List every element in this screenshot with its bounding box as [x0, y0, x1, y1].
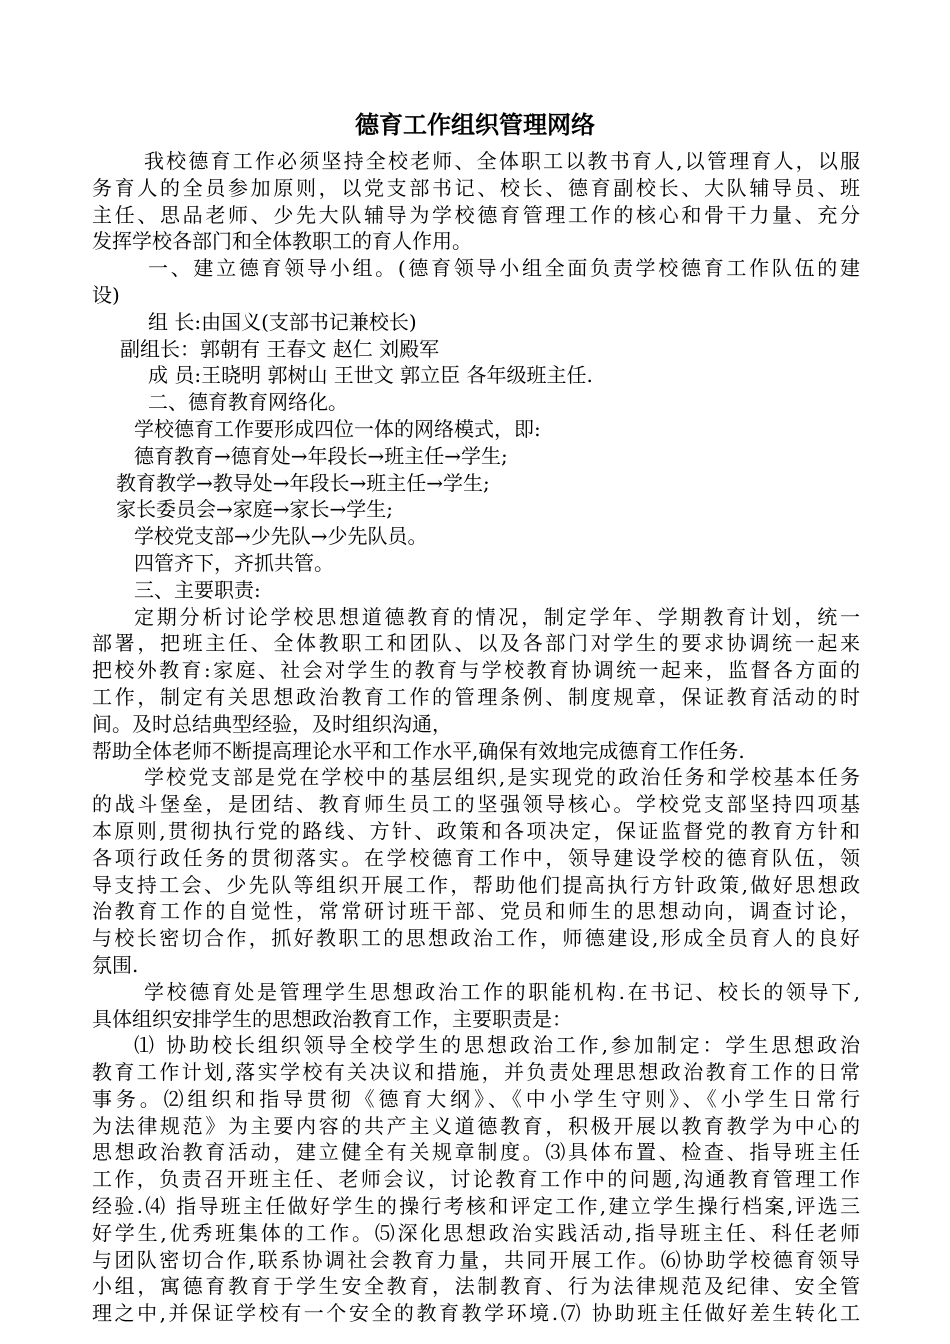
text-line-content: 思想政治教育活动，建立健全有关规章制度。⑶具体布置、检查、指导班主任: [92, 1140, 860, 1165]
text-line: [92, 764, 860, 791]
text-line: [92, 148, 860, 175]
text-line: [92, 282, 860, 309]
text-line: [92, 684, 860, 711]
text-line: [92, 1006, 860, 1033]
text-line: [92, 496, 860, 523]
text-line-content: 好学生,优秀班集体的工作。⑸深化思想政治实践活动,指导班主任、科任老师: [92, 1220, 860, 1245]
text-line-content: 教育工作计划,落实学校有关决议和措施，并负责处理思想政治教育工作的日常: [92, 1060, 860, 1085]
text-line-content: 部署，把班主任、全体教职工和团队、以及各部门对学生的要求协调统一起来: [92, 631, 860, 656]
text-line: [92, 336, 860, 363]
text-line-content: 副组长：郭朝有 王春文 赵仁 刘殿军: [120, 336, 440, 361]
text-line-content: 本原则,贯彻执行党的路线、方针、政策和各项决定，保证监督党的教育方针和: [92, 818, 860, 843]
document-title: 德育工作组织管理网络: [355, 110, 595, 139]
text-line: [92, 952, 860, 979]
text-line: [92, 1086, 860, 1113]
text-line: [92, 1113, 860, 1140]
text-line: [92, 362, 860, 389]
text-line: [92, 389, 860, 416]
text-line-content: 事务。⑵组织和指导贯彻《德育大纲》、《中小学生守则》、《小学生日常行: [92, 1086, 860, 1111]
text-line-content: 组 长:由国义(支部书记兼校长): [148, 309, 417, 334]
text-line: [92, 1166, 860, 1193]
text-line-content: 成 员:王晓明 郭树山 王世文 郭立臣 各年级班主任.: [148, 363, 593, 388]
text-line: [92, 309, 860, 336]
text-line-content: 经验.⑷ 指导班主任做好学生的操行考核和评定工作,建立学生操行档案,评选三: [92, 1194, 860, 1219]
text-line-content: 工作，负责召开班主任、老师会议，讨论教育工作中的问题,沟通教育管理工作: [92, 1167, 860, 1192]
text-line-content: 二、德育教育网络化。: [148, 390, 348, 415]
text-line: [92, 872, 860, 899]
text-line: [92, 711, 860, 738]
text-line: [92, 657, 860, 684]
text-line-content: 教育教学→教导处→年段长→班主任→学生;: [116, 470, 490, 495]
text-line-content: 四管齐下，齐抓共管。: [134, 550, 334, 575]
text-line-content: 学校党支部是党在学校中的基层组织,是实现党的政治任务和学校基本任务: [144, 765, 860, 790]
text-line: [92, 550, 860, 577]
text-line-content: 把校外教育:家庭、社会对学生的教育与学校教育协调统一起来，监督各方面的: [92, 658, 860, 683]
text-line: [92, 818, 860, 845]
text-line: [92, 898, 860, 925]
text-line-content: 务育人的全员参加原则，以党支部书记、校长、德育副校长、大队辅导员、班: [92, 175, 860, 200]
text-line-content: 设): [92, 282, 120, 307]
text-line-content: 与团队密切合作,联系协调社会教育力量，共同开展工作。⑹协助学校德育领导: [92, 1247, 860, 1272]
text-line-content: 学校德育工作要形成四位一体的网络模式，即:: [134, 416, 541, 441]
text-line-content: 一、建立德育领导小组。(德育领导小组全面负责学校德育工作队伍的建: [148, 256, 860, 281]
text-line-content: 我校德育工作必须坚持全校老师、全体职工以教书育人,以管理育人，以服: [144, 149, 860, 173]
text-line-content: 三、主要职责:: [134, 577, 261, 602]
text-line-content: 间。及时总结典型经验，及时组织沟通，: [92, 711, 452, 736]
text-line: [92, 443, 860, 470]
text-line-content: 家长委员会→家庭→家长→学生;: [116, 497, 394, 522]
text-line: [92, 925, 860, 952]
text-line: [92, 228, 860, 255]
text-line: [92, 791, 860, 818]
text-line-content: 导支持工会、少先队等组织开展工作，帮助他们提高执行方针政策,做好思想政: [92, 872, 860, 897]
text-line-content: 主任、思品老师、少先大队辅导为学校德育管理工作的核心和骨干力量、充分: [92, 202, 860, 227]
text-line-content: 工作，制定有关思想政治教育工作的管理条例、制度规章，保证教育活动的时: [92, 684, 860, 709]
text-line: [92, 1193, 860, 1220]
text-line-content: ⑴ 协助校长组织领导全校学生的思想政治工作,参加制定：学生思想政治: [134, 1033, 860, 1058]
text-line: [92, 1247, 860, 1274]
text-line-content: 理之中,并保证学校有一个安全的教育教学环境.⑺ 协助班主任做好差生转化工: [92, 1301, 860, 1326]
text-line: [92, 470, 860, 497]
text-line-content: 德育教育→德育处→年段长→班主任→学生;: [134, 443, 508, 468]
text-line: [92, 1032, 860, 1059]
text-line-content: 氛围.: [92, 952, 139, 977]
text-line: [92, 202, 860, 229]
text-line: [92, 523, 860, 550]
text-line-content: 小组，寓德育教育于学生安全教育，法制教育、行为法律规范及纪律、安全管: [92, 1274, 860, 1299]
text-line: [92, 1273, 860, 1300]
text-line: [92, 175, 860, 202]
text-line: [92, 738, 860, 765]
text-line-content: 各项行政任务的贯彻落实。在学校德育工作中，领导建设学校的德育队伍，领: [92, 845, 860, 870]
text-line: [92, 1139, 860, 1166]
text-line: [92, 979, 860, 1006]
text-line-content: 为法律规范》为主要内容的共产主义道德教育，积极开展以教育教学为中心的: [92, 1113, 860, 1138]
text-line-content: 定期分析讨论学校思想道德教育的情况，制定学年、学期教育计划，统一: [134, 604, 860, 629]
text-line-content: 与校长密切合作，抓好教职工的思想政治工作，师德建设,形成全员育人的良好: [92, 926, 860, 951]
text-line-content: 学校德育处是管理学生思想政治工作的职能机构.在书记、校长的领导下,: [144, 979, 860, 1004]
text-line: [92, 845, 860, 872]
text-line-content: 治教育工作的自觉性，常常研讨班干部、党员和师生的思想动向，调查讨论，: [92, 899, 860, 924]
text-line: [92, 630, 860, 657]
text-line-content: 帮助全体老师不断提高理论水平和工作水平,确保有效地完成德育工作任务.: [92, 738, 745, 763]
document-body: [92, 148, 860, 1327]
text-line: [92, 1220, 860, 1247]
text-line: [92, 1059, 860, 1086]
text-line: [92, 1300, 860, 1327]
text-line-content: 发挥学校各部门和全体教职工的育人作用。: [92, 229, 472, 254]
text-line: [92, 255, 860, 282]
text-line-content: 的战斗堡垒，是团结、教育师生员工的坚强领导核心。学校党支部坚持四项基: [92, 792, 860, 817]
text-line: [92, 577, 860, 604]
text-line: [92, 416, 860, 443]
text-line-content: 具体组织安排学生的思想政治教育工作，主要职责是：: [92, 1006, 572, 1031]
text-line-content: 学校党支部→少先队→少先队员。: [134, 524, 428, 549]
text-line: [92, 604, 860, 631]
